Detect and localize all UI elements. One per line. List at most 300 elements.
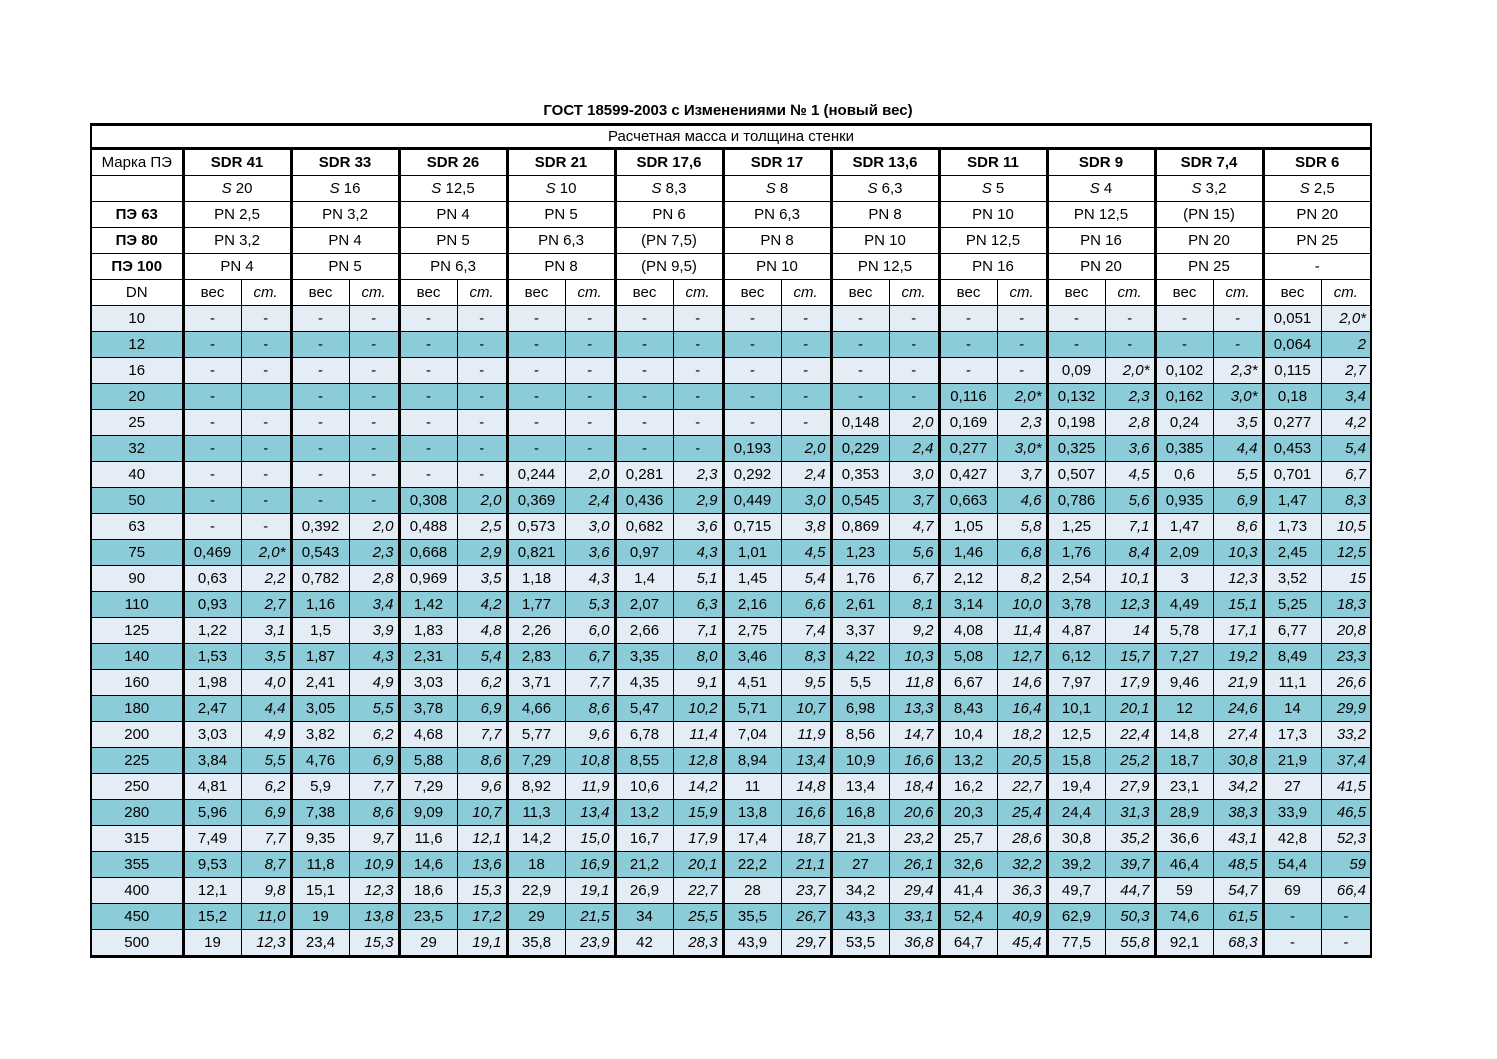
thickness-value: - <box>565 384 615 410</box>
weight-value: 0,148 <box>831 410 889 436</box>
thickness-value: - <box>997 332 1047 358</box>
pe-row <box>91 202 1371 228</box>
thickness-value: - <box>457 332 507 358</box>
thickness-value: 8,6 <box>1213 514 1263 540</box>
thickness-value: 8,4 <box>1105 540 1155 566</box>
thickness-value: 14 <box>1105 618 1155 644</box>
weight-value: - <box>399 410 457 436</box>
weight-value: - <box>291 384 349 410</box>
thickness-value: 8,0 <box>673 644 723 670</box>
weight-value: 69 <box>1263 878 1321 904</box>
weight-value: 3,14 <box>939 592 997 618</box>
weight-value: 1,98 <box>183 670 241 696</box>
thickness-value: 10,5 <box>1321 514 1371 540</box>
thickness-value: 7,7 <box>349 774 399 800</box>
pn-value: PN 20 <box>1263 202 1371 228</box>
thickness-value: 23,7 <box>781 878 831 904</box>
weight-value: 0,543 <box>291 540 349 566</box>
weight-value: 3,52 <box>1263 566 1321 592</box>
weight-value: 29 <box>507 904 565 930</box>
pn-value: PN 3,2 <box>291 202 399 228</box>
thickness-value: 2,0 <box>565 462 615 488</box>
thickness-value: 15,7 <box>1105 644 1155 670</box>
weight-value: - <box>723 306 781 332</box>
weight-value: - <box>723 358 781 384</box>
weight-value: 0,18 <box>1263 384 1321 410</box>
thickness-label: ст. <box>1321 280 1371 306</box>
weight-value: - <box>291 306 349 332</box>
weight-value: - <box>831 384 889 410</box>
weight-value: 1,42 <box>399 592 457 618</box>
pn-value: PN 20 <box>1047 254 1155 280</box>
weight-value: 5,78 <box>1155 618 1213 644</box>
weight-value: - <box>291 358 349 384</box>
weight-value: 4,87 <box>1047 618 1105 644</box>
table-row <box>91 722 1371 748</box>
weight-value: - <box>507 410 565 436</box>
dn-value: 125 <box>91 618 183 644</box>
thickness-value: 2,0* <box>241 540 291 566</box>
thickness-value: 13,3 <box>889 696 939 722</box>
thickness-value: - <box>673 436 723 462</box>
thickness-value: - <box>997 306 1047 332</box>
thickness-value: - <box>1321 904 1371 930</box>
weight-value: 11 <box>723 774 781 800</box>
weight-value: 14,8 <box>1155 722 1213 748</box>
weight-value: - <box>183 514 241 540</box>
thickness-value: 6,8 <box>997 540 1047 566</box>
dn-label: DN <box>91 280 183 306</box>
thickness-value: 4,5 <box>781 540 831 566</box>
thickness-value: 20,5 <box>997 748 1047 774</box>
thickness-value: 2,0 <box>781 436 831 462</box>
weight-value: 59 <box>1155 878 1213 904</box>
weight-value: 2,26 <box>507 618 565 644</box>
weight-value: - <box>507 436 565 462</box>
table-row <box>91 644 1371 670</box>
weight-value: 0,453 <box>1263 436 1321 462</box>
weight-value: 13,8 <box>723 800 781 826</box>
weight-value: 1,47 <box>1263 488 1321 514</box>
s-value <box>939 176 1047 202</box>
weight-value: - <box>291 332 349 358</box>
weight-value: 7,49 <box>183 826 241 852</box>
weight-value: - <box>183 410 241 436</box>
weight-value: 0,821 <box>507 540 565 566</box>
thickness-value: 2,3 <box>1105 384 1155 410</box>
weight-value: 19 <box>291 904 349 930</box>
thickness-value: - <box>457 462 507 488</box>
thickness-value: 2,0 <box>457 488 507 514</box>
s-number: 16 <box>343 179 361 197</box>
weight-value: - <box>399 358 457 384</box>
thickness-value: 14,8 <box>781 774 831 800</box>
weight-value: 28,9 <box>1155 800 1213 826</box>
thickness-value: 4,4 <box>241 696 291 722</box>
thickness-value: - <box>781 306 831 332</box>
weight-value: 27 <box>1263 774 1321 800</box>
weight-value: 0,427 <box>939 462 997 488</box>
table-row <box>91 748 1371 774</box>
weight-value: - <box>1263 930 1321 957</box>
table-row <box>91 358 1371 384</box>
dn-value: 16 <box>91 358 183 384</box>
weight-value: - <box>183 436 241 462</box>
weight-value: 7,29 <box>399 774 457 800</box>
thickness-value: 4,3 <box>565 566 615 592</box>
thickness-value: 5,5 <box>349 696 399 722</box>
thickness-value: - <box>565 410 615 436</box>
pipe-weight-table <box>90 123 1372 958</box>
weight-value: 0,051 <box>1263 306 1321 332</box>
dn-value: 500 <box>91 930 183 957</box>
weight-value: 26,9 <box>615 878 673 904</box>
thickness-value: 50,3 <box>1105 904 1155 930</box>
weight-value: 1,53 <box>183 644 241 670</box>
weight-value: 19 <box>183 930 241 957</box>
weight-value: 43,9 <box>723 930 781 957</box>
weight-value: 1,01 <box>723 540 781 566</box>
weight-value: 21,2 <box>615 852 673 878</box>
weight-value: 0,93 <box>183 592 241 618</box>
thickness-value: - <box>565 306 615 332</box>
sdr-header-row <box>91 149 1371 176</box>
thickness-value: 16,6 <box>889 748 939 774</box>
weight-value: 3,71 <box>507 670 565 696</box>
s-number: 3,2 <box>1205 179 1227 197</box>
sdr-label: SDR 13,6 <box>831 149 939 176</box>
weight-value: 4,22 <box>831 644 889 670</box>
dn-value: 140 <box>91 644 183 670</box>
thickness-value: 8,1 <box>889 592 939 618</box>
weight-value: 13,2 <box>615 800 673 826</box>
weight-value: 8,49 <box>1263 644 1321 670</box>
thickness-value: 52,3 <box>1321 826 1371 852</box>
table-row <box>91 306 1371 332</box>
pn-value: PN 6,3 <box>399 254 507 280</box>
pn-value: PN 12,5 <box>831 254 939 280</box>
s-letter: S <box>221 179 232 197</box>
thickness-value: 3,7 <box>997 462 1047 488</box>
thickness-value: 2,0 <box>349 514 399 540</box>
pn-value: PN 4 <box>291 228 399 254</box>
thickness-value: - <box>889 306 939 332</box>
weight-value: 0,682 <box>615 514 673 540</box>
weight-value: 0,064 <box>1263 332 1321 358</box>
table-row <box>91 800 1371 826</box>
blank-cell <box>91 176 183 202</box>
s-number: 8,3 <box>665 179 687 197</box>
weight-value: - <box>723 384 781 410</box>
pn-value: PN 25 <box>1155 254 1263 280</box>
weight-value: 1,5 <box>291 618 349 644</box>
weight-value: 3,03 <box>183 722 241 748</box>
thickness-value: - <box>1321 930 1371 957</box>
weight-value: - <box>291 410 349 436</box>
thickness-value: 12,5 <box>1321 540 1371 566</box>
weight-value: 6,77 <box>1263 618 1321 644</box>
weight-value: 5,5 <box>831 670 889 696</box>
sdr-label: SDR 6 <box>1263 149 1371 176</box>
weight-value: 14 <box>1263 696 1321 722</box>
weight-value: 15,2 <box>183 904 241 930</box>
thickness-value: 9,7 <box>349 826 399 852</box>
thickness-value: 2,7 <box>241 592 291 618</box>
weight-value: 2,12 <box>939 566 997 592</box>
thickness-value: 4,9 <box>349 670 399 696</box>
weight-value: 11,3 <box>507 800 565 826</box>
thickness-value: - <box>349 462 399 488</box>
subtitle-row <box>91 125 1371 149</box>
thickness-value: 4,3 <box>349 644 399 670</box>
weight-value: 2,54 <box>1047 566 1105 592</box>
thickness-label: ст. <box>457 280 507 306</box>
weight-value: 1,76 <box>831 566 889 592</box>
thickness-value: - <box>241 306 291 332</box>
weight-value: 9,09 <box>399 800 457 826</box>
table-row <box>91 904 1371 930</box>
thickness-value: 4,8 <box>457 618 507 644</box>
thickness-value: 12,3 <box>241 930 291 957</box>
thickness-value: 8,6 <box>457 748 507 774</box>
weight-value: 0,277 <box>1263 410 1321 436</box>
weight-value: 2,83 <box>507 644 565 670</box>
dn-value: 280 <box>91 800 183 826</box>
thickness-value: 11,4 <box>997 618 1047 644</box>
thickness-value: 9,6 <box>565 722 615 748</box>
weight-value: 52,4 <box>939 904 997 930</box>
thickness-value: - <box>889 384 939 410</box>
weight-value: 43,3 <box>831 904 889 930</box>
thickness-value: - <box>673 410 723 436</box>
table-row <box>91 878 1371 904</box>
thickness-value: 4,2 <box>1321 410 1371 436</box>
weight-value: 0,663 <box>939 488 997 514</box>
table-subtitle: Расчетная масса и толщина стенки <box>91 125 1371 149</box>
weight-value: 20,3 <box>939 800 997 826</box>
weight-value: 18 <box>507 852 565 878</box>
pn-value: PN 10 <box>939 202 1047 228</box>
weight-value: 0,935 <box>1155 488 1213 514</box>
thickness-value: - <box>1105 332 1155 358</box>
thickness-value: 68,3 <box>1213 930 1263 957</box>
thickness-value: 7,7 <box>241 826 291 852</box>
weight-value: 1,77 <box>507 592 565 618</box>
weight-value: 23,1 <box>1155 774 1213 800</box>
thickness-value: 2,0 <box>889 410 939 436</box>
thickness-value: - <box>349 488 399 514</box>
weight-value: 11,1 <box>1263 670 1321 696</box>
dn-value: 25 <box>91 410 183 436</box>
thickness-value: - <box>349 306 399 332</box>
weight-value: 17,3 <box>1263 722 1321 748</box>
weight-value: 27 <box>831 852 889 878</box>
pn-value: PN 20 <box>1155 228 1263 254</box>
thickness-value: 55,8 <box>1105 930 1155 957</box>
weight-value: 3,84 <box>183 748 241 774</box>
thickness-value: 3,5 <box>1213 410 1263 436</box>
weight-label: вес <box>831 280 889 306</box>
thickness-value: 21,9 <box>1213 670 1263 696</box>
pn-value: PN 6,3 <box>723 202 831 228</box>
weight-value: - <box>183 332 241 358</box>
weight-value: 0,193 <box>723 436 781 462</box>
weight-value: 4,81 <box>183 774 241 800</box>
table-row <box>91 462 1371 488</box>
thickness-value: 12,8 <box>673 748 723 774</box>
weight-value: 10,9 <box>831 748 889 774</box>
thickness-value: 12,3 <box>1105 592 1155 618</box>
weight-value: 64,7 <box>939 930 997 957</box>
table-row <box>91 930 1371 957</box>
thickness-label: ст. <box>1213 280 1263 306</box>
weight-value: 2,75 <box>723 618 781 644</box>
weight-value: 23,4 <box>291 930 349 957</box>
weight-value: - <box>507 358 565 384</box>
dn-value: 355 <box>91 852 183 878</box>
weight-value: 17,4 <box>723 826 781 852</box>
weight-label: вес <box>291 280 349 306</box>
table-row <box>91 826 1371 852</box>
thickness-value: 2,9 <box>457 540 507 566</box>
weight-value: 0,545 <box>831 488 889 514</box>
thickness-value: 6,9 <box>1213 488 1263 514</box>
thickness-value: 20,1 <box>1105 696 1155 722</box>
thickness-value: 9,2 <box>889 618 939 644</box>
weight-value: 25,7 <box>939 826 997 852</box>
weight-value: 0,969 <box>399 566 457 592</box>
weight-value: 0,436 <box>615 488 673 514</box>
thickness-value: 29,7 <box>781 930 831 957</box>
s-number: 10 <box>559 179 577 197</box>
thickness-value: 7,1 <box>673 618 723 644</box>
thickness-value: 3,8 <box>781 514 831 540</box>
thickness-value: 22,7 <box>997 774 1047 800</box>
weight-value: 0,308 <box>399 488 457 514</box>
thickness-value: 18,3 <box>1321 592 1371 618</box>
thickness-value: 2,9 <box>673 488 723 514</box>
weight-value: 62,9 <box>1047 904 1105 930</box>
weight-value: 33,9 <box>1263 800 1321 826</box>
thickness-value: 11,9 <box>565 774 615 800</box>
thickness-value: 3,4 <box>1321 384 1371 410</box>
thickness-value: 3,6 <box>1105 436 1155 462</box>
weight-value: - <box>399 332 457 358</box>
pn-value: PN 16 <box>939 254 1047 280</box>
weight-value: 22,9 <box>507 878 565 904</box>
thickness-value: 27,4 <box>1213 722 1263 748</box>
pe-grade-label: ПЭ 63 <box>91 202 183 228</box>
weight-value: - <box>507 332 565 358</box>
thickness-value: 35,2 <box>1105 826 1155 852</box>
thickness-value: 28,6 <box>997 826 1047 852</box>
thickness-value: 4,4 <box>1213 436 1263 462</box>
weight-label: вес <box>1263 280 1321 306</box>
thickness-value: - <box>889 332 939 358</box>
thickness-value: 15,3 <box>457 878 507 904</box>
sdr-label: SDR 41 <box>183 149 291 176</box>
thickness-value: 22,7 <box>673 878 723 904</box>
weight-value: 24,4 <box>1047 800 1105 826</box>
thickness-value: 6,7 <box>1321 462 1371 488</box>
thickness-value: 36,8 <box>889 930 939 957</box>
s-value <box>1263 176 1371 202</box>
weight-value: 0,281 <box>615 462 673 488</box>
pn-value: PN 6,3 <box>507 228 615 254</box>
thickness-value: 23,9 <box>565 930 615 957</box>
weight-value: 0,132 <box>1047 384 1105 410</box>
weight-value: 1,87 <box>291 644 349 670</box>
thickness-value: 3,7 <box>889 488 939 514</box>
thickness-value: 2,3 <box>997 410 1047 436</box>
thickness-value: 8,6 <box>349 800 399 826</box>
weight-value: - <box>615 306 673 332</box>
dn-value: 200 <box>91 722 183 748</box>
weight-value: 2,09 <box>1155 540 1213 566</box>
dn-value: 32 <box>91 436 183 462</box>
weight-value: 16,7 <box>615 826 673 852</box>
pn-value: PN 5 <box>399 228 507 254</box>
thickness-value: 3,0 <box>565 514 615 540</box>
weight-label: вес <box>723 280 781 306</box>
pn-value: PN 8 <box>723 228 831 254</box>
weight-value: - <box>615 384 673 410</box>
thickness-value: 10,9 <box>349 852 399 878</box>
weight-value: 21,9 <box>1263 748 1321 774</box>
s-letter: S <box>1299 179 1310 197</box>
weight-value: 1,76 <box>1047 540 1105 566</box>
weight-value: - <box>723 332 781 358</box>
thickness-value: 6,3 <box>673 592 723 618</box>
thickness-value: 9,8 <box>241 878 291 904</box>
thickness-value: 10,7 <box>457 800 507 826</box>
thickness-value: 17,9 <box>1105 670 1155 696</box>
weight-value: 14,6 <box>399 852 457 878</box>
weight-value: 9,35 <box>291 826 349 852</box>
thickness-value: 10,8 <box>565 748 615 774</box>
weight-value: 7,29 <box>507 748 565 774</box>
s-value <box>507 176 615 202</box>
pn-value: PN 5 <box>291 254 399 280</box>
weight-label: вес <box>1047 280 1105 306</box>
thickness-value: 11,9 <box>781 722 831 748</box>
thickness-value: 4,5 <box>1105 462 1155 488</box>
weight-value: 0,392 <box>291 514 349 540</box>
thickness-value: 15,1 <box>1213 592 1263 618</box>
thickness-value: 21,5 <box>565 904 615 930</box>
thickness-value: - <box>781 384 831 410</box>
thickness-value: - <box>457 384 507 410</box>
thickness-value: 61,5 <box>1213 904 1263 930</box>
thickness-value: 3,6 <box>565 540 615 566</box>
sdr-label: SDR 17 <box>723 149 831 176</box>
sdr-label: SDR 9 <box>1047 149 1155 176</box>
weight-value: - <box>507 384 565 410</box>
weight-value: - <box>399 384 457 410</box>
sdr-label: SDR 17,6 <box>615 149 723 176</box>
weight-value: 7,27 <box>1155 644 1213 670</box>
dn-value: 110 <box>91 592 183 618</box>
thickness-value <box>241 384 291 410</box>
thickness-value: 6,7 <box>565 644 615 670</box>
thickness-value: 11,8 <box>889 670 939 696</box>
s-letter: S <box>867 179 878 197</box>
thickness-value: 59 <box>1321 852 1371 878</box>
thickness-label: ст. <box>349 280 399 306</box>
thickness-value: 5,4 <box>781 566 831 592</box>
weight-value: 0,24 <box>1155 410 1213 436</box>
weight-value: 35,8 <box>507 930 565 957</box>
